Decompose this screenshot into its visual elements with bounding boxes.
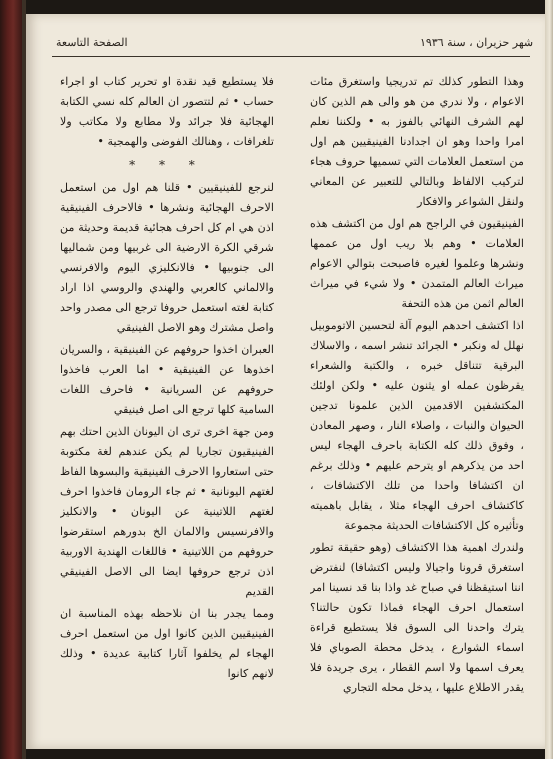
issue-date-header: شهر حزيران ، سنة ١٩٣٦ [420, 36, 534, 49]
right-text-column [310, 72, 524, 732]
paragraph: العبران اخذوا حروفهم عن الفينيقية ، والسريان اخذوها عن الفينيقية • اما العرب فاخذوا حروفهم عن السريانية • فاحرف اللغات السامية كلها ترجع الى اصل فينيقي [60, 343, 274, 416]
header-rule [52, 56, 530, 57]
book-binding [0, 0, 22, 759]
page-stack-edge [545, 0, 553, 759]
paragraph: ومن جهة اخرى ترى ان اليونان الذين احتك بهم الفينيقيون تجاريا لم يكن عندهم لغة مكتوبة حتى استعاروا الاحرف الفينيقية والبسوها الفاظ لغتهم اليونانية • ثم جاء الرومان فاخذوا احرف لغتهم اللاتينية عن اليونان • والانكليز والافرنسيس والالمان الخ بدورهم استقرضوا حروفهم من اللاتينية • فاللغات الهندية الاوربية اذن ترجع حروفها ايضا الى الاصل الفينيقي القديم [60, 425, 274, 598]
paragraph: ومما يجدر بنا ان نلاحظه بهذه المناسبة ان الفينيقيين الذين كانوا اول من استعمل احرف الهجاء لم يخلفوا آثارا كتابية عديدة • وذلك لانهم كانوا [60, 607, 274, 680]
section-divider-stars: * * * [129, 158, 205, 172]
paragraph: فلا يستطيع قيد نقدة او تحرير كتاب او اجراء حساب • ثم لتتصور ان العالم كله نسي الكتابة الهجائية فلا جرائد ولا مطابع ولا مكاتب ولا تلغرافات ، وهنالك الفوضى والهمجية • [60, 75, 274, 148]
paragraph: لنرجع للفينيقيين • قلنا هم اول من استعمل الاحرف الهجائية ونشرها • فالاحرف الفينيقية اذن هي ام كل احرف هجائية قديمة وحديثة من شرقي الكرة الارضية الى غربيها ومن شماليها الى جنوبيها • فالانكليزي اليوم والافرنسي والالماني كالعربي والهندي والروسي اذا اراد كتابة لغته استعمل حروفا ترجع الى مصدر واحد واصل مشترك وهو الاصل الفينيقي [60, 181, 274, 334]
paragraph: ولندرك اهمية هذا الاكتشاف (وهو حقيقة تطور استغرق قرونا واجيالا وليس اكتشافا) لنفترض اننا استيقظنا في صباح غد واذا بنا قد نسينا امر استعمال احرف الهجاء فماذا تكون حالتنا؟ يترك واحدنا الى السوق فلا يستطيع قراءة اسماء الشوارع ، يدخل محطة الصوباي فلا يعرف اسمها ولا اسم القطار ، يرى جريدة فلا يقدر الاطلاع عليها ، يدخل محله التجاري [310, 541, 524, 694]
paragraph: وهذا التطور كذلك تم تدريجيا واستغرق مئات الاعوام ، ولا ندري من هو والى هم الذين كان لهم الشرف النهائي بالفوز به • ولكننا نعلم امرا واحدا وهو ان اجدادنا الفينيقيين هم اول من استعمل العلامات التي تسميها حروف هجاء لتركيب الالفاظ وبالتالي للتعبير عن المعاني ولنقل الشواعر والافكار [310, 75, 524, 208]
page-number-header: الصفحة التاسعة [56, 36, 128, 49]
left-text-column [60, 72, 274, 732]
paragraph: اذا اكتشف احدهم اليوم آلة لتحسين الاتوموبيل نهلل له ونكبر • الجرائد تنشر اسمه ، والاسلاك البرقية تتناقل خبره ، والكتبة والشعراء يقرظون عمله او يثنون عليه • ولكن اولئك المكتشفين الاقدمين الذين علمونا تدجين الحيوان والنبات ، واصلاء النار ، وصهر المعادن ، وفوق ذلك كله الكتابة باحرف الهجاء ليس احد من يذكرهم او يترحم عليهم • وذلك برغم ان اكتشافا واحدا من تلك الاكتشافات ، كاكتشاف احرف الهجاء مثلا ، يقابل باهميته وتأثيره كل الاكتشافات الحديثة مجموعة [310, 319, 524, 532]
paragraph: الفينيقيون في الراجح هم اول من اكتشف هذه العلامات • وهم بلا ريب اول من عممها ونشرها وعلموا لغيره فاصبحت بتوالي الاعوام ميراث العالم المتمدن • ولا شيء في ميراث العالم اثمن من هذه التحفة [310, 217, 524, 310]
